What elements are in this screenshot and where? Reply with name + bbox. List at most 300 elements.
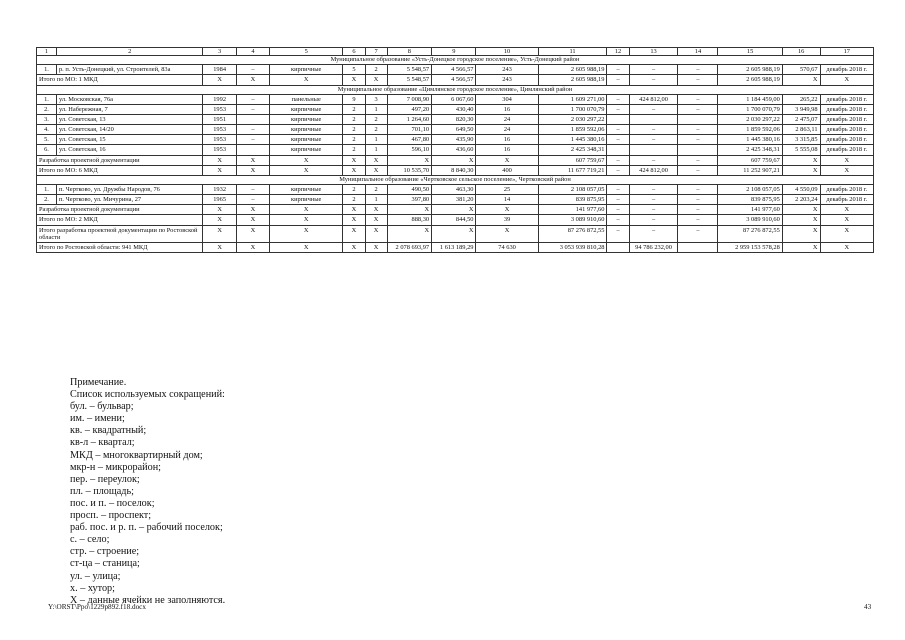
table-cell: 1. (37, 184, 57, 194)
table-cell: X (236, 155, 269, 165)
note-line: стр. – строение; (70, 546, 140, 558)
table-cell: – (629, 225, 678, 242)
table-cell: 1 859 592,06 (718, 125, 782, 135)
note-line: пер. – переулок; (70, 473, 140, 485)
table-cell: 11 677 719,21 (538, 165, 607, 175)
table-cell: 16 (476, 104, 538, 114)
table-cell: 430,40 (432, 104, 476, 114)
table-cell: 1 445 380,16 (538, 135, 607, 145)
table-cell: декабрь 2018 г. (820, 195, 873, 205)
table-cell: 24 (476, 125, 538, 135)
table-cell: 649,50 (432, 125, 476, 135)
table-cell: 3 315,85 (782, 135, 820, 145)
note-line: просп. – проспект; (70, 510, 152, 522)
table-cell: X (236, 75, 269, 85)
table-cell: X (476, 225, 538, 242)
table-cell: – (236, 125, 269, 135)
column-number-cell: 13 (629, 48, 678, 56)
table-cell: – (678, 75, 718, 85)
table-cell: X (236, 242, 269, 252)
table-cell: ул. Советская, 14/20 (56, 125, 203, 135)
table-cell: – (607, 94, 629, 104)
table-cell: – (629, 65, 678, 75)
column-number-cell: 17 (820, 48, 873, 56)
table-cell: 141 977,60 (538, 205, 607, 215)
table-cell: 1 859 592,06 (538, 125, 607, 135)
table-cell: 424 812,00 (629, 94, 678, 104)
table-cell: 243 (476, 75, 538, 85)
table-cell: – (678, 125, 718, 135)
table-cell: 2 (365, 184, 387, 194)
note-line: с. – село; (70, 534, 110, 546)
table-row (37, 114, 874, 124)
table-cell: – (236, 195, 269, 205)
table-cell: X (782, 242, 820, 252)
table-cell: ул. Набережная, 7 (56, 104, 203, 114)
table-cell: X (782, 215, 820, 225)
column-number-cell: 12 (607, 48, 629, 56)
table-cell: п. Чертково, ул. Дружбы Народов, 76 (56, 184, 203, 194)
table-cell: 3 949,98 (782, 104, 820, 114)
section-title: Муниципальное образование «Чертковское сельское поселение», Чертковский район (37, 175, 874, 184)
table-cell: X (203, 225, 236, 242)
table-cell: 2 (343, 114, 365, 124)
table-cell: 436,60 (432, 145, 476, 155)
table-cell: X (820, 215, 873, 225)
table-cell: 400 (476, 165, 538, 175)
table-cell: 1992 (203, 94, 236, 104)
table-cell: X (270, 155, 343, 165)
table-cell: 3 089 910,60 (718, 215, 782, 225)
table-cell: X (270, 225, 343, 242)
table-cell: 5 (343, 65, 365, 75)
table-cell: – (629, 135, 678, 145)
note-line: кв. – квадратный; (70, 425, 147, 437)
table-cell: 2. (37, 104, 57, 114)
table-cell: 2 078 693,97 (387, 242, 431, 252)
total-row (37, 205, 874, 215)
table-cell: – (678, 225, 718, 242)
table-cell: 74 630 (476, 242, 538, 252)
table-cell: 4. (37, 125, 57, 135)
table-cell: X (343, 225, 365, 242)
table-cell: 4 550,09 (782, 184, 820, 194)
note-line: МКД – многоквартирный дом; (70, 449, 203, 461)
table-cell: 2 030 297,22 (538, 114, 607, 124)
table-cell: – (236, 135, 269, 145)
table-cell: панельные (270, 94, 343, 104)
table-cell: кирпичные (270, 145, 343, 155)
table-cell: X (236, 165, 269, 175)
table-cell: – (629, 104, 678, 114)
note-line: бул. – бульвар; (70, 401, 134, 413)
section-title-row (37, 85, 874, 94)
table-cell: 6. (37, 145, 57, 155)
note-line: Примечание. (70, 377, 127, 388)
table-cell: кирпичные (270, 114, 343, 124)
table-cell: 1 700 070,79 (538, 104, 607, 114)
table-cell: 16 (476, 145, 538, 155)
table-cell: декабрь 2018 г. (820, 125, 873, 135)
table-cell: – (607, 104, 629, 114)
note-line: х. – хутор; (70, 582, 115, 594)
table-cell (607, 145, 629, 155)
table-cell: 2 605 988,19 (538, 65, 607, 75)
table-cell (236, 114, 269, 124)
table-cell: 2. (37, 195, 57, 205)
table-cell: – (629, 215, 678, 225)
table-cell: – (678, 184, 718, 194)
column-number-cell: 16 (782, 48, 820, 56)
table-cell: X (203, 75, 236, 85)
table-cell: X (476, 155, 538, 165)
table-cell: 1. (37, 65, 57, 75)
table-cell: 463,30 (432, 184, 476, 194)
total-label: Итого по МО: 2 МКД (37, 215, 203, 225)
note-line: раб. пос. и р. п. – рабочий поселок; (70, 522, 223, 534)
table-cell: X (432, 155, 476, 165)
table-cell: X (343, 155, 365, 165)
housing-register-table (36, 47, 874, 253)
table-cell: X (820, 205, 873, 215)
table-cell: – (607, 205, 629, 215)
table-cell: 2 425 348,31 (538, 145, 607, 155)
table-cell (607, 114, 629, 124)
table-cell: 2 (343, 195, 365, 205)
table-cell: ул. Советская, 15 (56, 135, 203, 145)
table-cell: 3 (365, 94, 387, 104)
table-cell: 2 863,11 (782, 125, 820, 135)
table-cell: декабрь 2018 г. (820, 65, 873, 75)
table-cell: X (236, 225, 269, 242)
table-cell: X (203, 165, 236, 175)
table-row (37, 184, 874, 194)
table-cell: X (270, 165, 343, 175)
table-cell: 265,22 (782, 94, 820, 104)
column-number-cell: 14 (678, 48, 718, 56)
table-cell: 4 566,57 (432, 75, 476, 85)
table-cell: 3 089 910,60 (538, 215, 607, 225)
table-cell: 1953 (203, 145, 236, 155)
table-cell: 2 (365, 114, 387, 124)
table-cell: – (678, 135, 718, 145)
table-cell: 2 030 297,22 (718, 114, 782, 124)
table-cell: X (203, 155, 236, 165)
table-cell: декабрь 2018 г. (820, 184, 873, 194)
table-cell: 2 108 057,05 (538, 184, 607, 194)
table-cell: 2 (343, 104, 365, 114)
table-cell: 888,30 (387, 215, 431, 225)
column-number-cell: 6 (343, 48, 365, 56)
table-cell: 2 425 348,31 (718, 145, 782, 155)
column-number-cell: 7 (365, 48, 387, 56)
page-number: 43 (864, 603, 872, 611)
table-cell: декабрь 2018 г. (820, 114, 873, 124)
table-cell: 5 548,57 (387, 65, 431, 75)
column-number-cell: 3 (203, 48, 236, 56)
table-cell: X (365, 205, 387, 215)
table-cell: 1 (365, 145, 387, 155)
table-cell (629, 145, 678, 155)
table-cell: 820,30 (432, 114, 476, 124)
table-cell: декабрь 2018 г. (820, 145, 873, 155)
table-cell: – (629, 125, 678, 135)
table-cell: 1984 (203, 65, 236, 75)
table-cell: – (236, 184, 269, 194)
table-cell: ул. Советская, 16 (56, 145, 203, 155)
total-row (37, 242, 874, 252)
table-cell: 2 (343, 184, 365, 194)
table-cell: – (629, 205, 678, 215)
table-cell: 1 184 459,00 (718, 94, 782, 104)
section-title: Муниципальное образование «Усть-Донецкое городское поселение», Усть-Донецкий район (37, 56, 874, 65)
table-cell: X (270, 205, 343, 215)
column-number-cell: 2 (56, 48, 203, 56)
table-cell: 839 875,95 (718, 195, 782, 205)
table-cell: X (782, 155, 820, 165)
table-cell: 839 875,95 (538, 195, 607, 205)
table-cell: 3. (37, 114, 57, 124)
table-cell: 25 (476, 184, 538, 194)
table-cell: 1 264,60 (387, 114, 431, 124)
table-cell: 2 (343, 135, 365, 145)
table-cell: 2 (343, 125, 365, 135)
table-cell: X (365, 215, 387, 225)
table-cell: X (820, 155, 873, 165)
total-label: Итого по МО: 1 МКД (37, 75, 203, 85)
table-cell: 9 (343, 94, 365, 104)
table-cell: 424 812,00 (629, 165, 678, 175)
table-cell: 24 (476, 114, 538, 124)
table-cell: 2 605 988,19 (718, 65, 782, 75)
column-number-cell: 15 (718, 48, 782, 56)
table-cell: 490,50 (387, 184, 431, 194)
table-cell: 6 067,60 (432, 94, 476, 104)
total-label: Разработка проектной документации (37, 155, 203, 165)
table-cell: X (476, 205, 538, 215)
table-cell: – (607, 215, 629, 225)
table-cell: X (270, 215, 343, 225)
table-cell: 2 (365, 65, 387, 75)
table-cell: X (343, 242, 365, 252)
table-cell: X (432, 225, 476, 242)
total-row (37, 75, 874, 85)
table-cell: 2 (365, 125, 387, 135)
table-cell: 1953 (203, 125, 236, 135)
note-line: ул. – улица; (70, 570, 121, 582)
table-cell: – (607, 165, 629, 175)
table-cell: 1 613 189,29 (432, 242, 476, 252)
table-cell: кирпичные (270, 135, 343, 145)
table-cell: 1 (365, 104, 387, 114)
table-cell: 2 203,24 (782, 195, 820, 205)
table-cell: 397,80 (387, 195, 431, 205)
table-cell: X (270, 242, 343, 252)
table-cell: 596,10 (387, 145, 431, 155)
total-label: Разработка проектной документации (37, 205, 203, 215)
table-cell: – (678, 195, 718, 205)
column-number-cell: 1 (37, 48, 57, 56)
total-row (37, 165, 874, 175)
note-line: мкр-н – микрорайон; (70, 461, 162, 473)
table-cell: 2 605 988,19 (718, 75, 782, 85)
table-cell: – (607, 195, 629, 205)
table-cell: 1 445 380,16 (718, 135, 782, 145)
table-row (37, 65, 874, 75)
table-row (37, 195, 874, 205)
table-cell: X (236, 215, 269, 225)
table-cell: 1953 (203, 135, 236, 145)
table-cell: X (365, 242, 387, 252)
table-cell (678, 242, 718, 252)
column-number-cell: 5 (270, 48, 343, 56)
table-cell: – (629, 155, 678, 165)
table-cell: – (678, 205, 718, 215)
table-cell: 381,20 (432, 195, 476, 205)
table-cell: X (387, 155, 431, 165)
section-title-row (37, 175, 874, 184)
table-cell: – (678, 155, 718, 165)
table-cell: 1. (37, 94, 57, 104)
table-cell: – (629, 184, 678, 194)
table-cell: X (820, 242, 873, 252)
table-cell: X (782, 75, 820, 85)
table-cell: – (607, 225, 629, 242)
table-cell: 2 108 057,05 (718, 184, 782, 194)
table-cell: 5 548,57 (387, 75, 431, 85)
table-cell: 87 276 872,55 (538, 225, 607, 242)
table-cell: кирпичные (270, 125, 343, 135)
table-cell: 7 008,90 (387, 94, 431, 104)
table-cell: X (343, 215, 365, 225)
table-cell: 1 (365, 135, 387, 145)
table-cell: – (629, 195, 678, 205)
table-cell: 5 555,08 (782, 145, 820, 155)
table-cell: 1 609 271,00 (538, 94, 607, 104)
table-cell: X (343, 75, 365, 85)
table-cell: 701,10 (387, 125, 431, 135)
table-cell: X (782, 165, 820, 175)
note-line: X – данные ячейки не заполняются. (70, 594, 226, 606)
table-cell: X (387, 205, 431, 215)
table-cell: р. п. Усть-Донецкий, ул. Строителей, 83а (56, 65, 203, 75)
table-cell: кирпичные (270, 195, 343, 205)
total-label: Итого разработка проектной документации по Ростовской области (37, 225, 203, 242)
table-cell (607, 242, 629, 252)
table-cell: X (782, 225, 820, 242)
total-label: Итого по Ростовской области: 941 МКД (37, 242, 203, 252)
notes-block (70, 377, 225, 607)
table-cell: – (607, 75, 629, 85)
table-cell: 1953 (203, 104, 236, 114)
table-cell: X (365, 75, 387, 85)
table-cell: X (820, 165, 873, 175)
table-cell: 1932 (203, 184, 236, 194)
table-cell: – (678, 94, 718, 104)
table-cell: кирпичные (270, 65, 343, 75)
table-cell: 8 840,30 (432, 165, 476, 175)
note-line: пос. и п. – поселок; (70, 497, 155, 509)
table-cell: X (203, 215, 236, 225)
note-line: Список используемых сокращений: (70, 389, 225, 401)
table-cell: 1 700 070,79 (718, 104, 782, 114)
table-row (37, 125, 874, 135)
table-cell: кирпичные (270, 184, 343, 194)
table-cell: – (607, 65, 629, 75)
table-cell: – (678, 215, 718, 225)
table-cell: 87 276 872,55 (718, 225, 782, 242)
column-number-cell: 8 (387, 48, 431, 56)
table-cell: 14 (476, 195, 538, 205)
column-number-cell: 10 (476, 48, 538, 56)
table-cell: X (365, 155, 387, 165)
table-cell (678, 114, 718, 124)
table-cell: декабрь 2018 г. (820, 94, 873, 104)
table-cell: – (607, 155, 629, 165)
table-cell: 607 759,67 (538, 155, 607, 165)
table-cell: – (607, 125, 629, 135)
table-cell: 1951 (203, 114, 236, 124)
table-cell: 2 (343, 145, 365, 155)
table-cell: – (236, 94, 269, 104)
table-cell (678, 145, 718, 155)
section-title-row (37, 56, 874, 65)
table-cell: 607 759,67 (718, 155, 782, 165)
table-cell: декабрь 2018 г. (820, 135, 873, 145)
total-row (37, 225, 874, 242)
table-cell: 497,20 (387, 104, 431, 114)
table-cell: 141 977,60 (718, 205, 782, 215)
note-line: ст-ца – станица; (70, 558, 140, 570)
table-cell: – (629, 75, 678, 85)
table-cell: – (678, 165, 718, 175)
table-cell: 94 786 232,00 (629, 242, 678, 252)
table-cell: 2 605 988,19 (538, 75, 607, 85)
section-title: Муниципальное образование «Цимлянское городское поселение», Цимлянский район (37, 85, 874, 94)
table-cell: – (678, 104, 718, 114)
note-line: пл. – площадь; (70, 485, 134, 497)
table-cell: X (270, 75, 343, 85)
table-cell: декабрь 2018 г. (820, 104, 873, 114)
total-row (37, 155, 874, 165)
table-cell: X (365, 165, 387, 175)
table-cell: X (432, 205, 476, 215)
total-row (37, 215, 874, 225)
table-cell: – (607, 135, 629, 145)
table-cell: – (607, 184, 629, 194)
table-cell: п. Чертково, ул. Мичурина, 27 (56, 195, 203, 205)
table-row (37, 104, 874, 114)
table-cell: X (236, 205, 269, 215)
table-cell: X (203, 205, 236, 215)
table-cell: X (343, 165, 365, 175)
table-cell (629, 114, 678, 124)
table-cell: 11 252 907,21 (718, 165, 782, 175)
table-cell: 570,67 (782, 65, 820, 75)
table-cell: 39 (476, 215, 538, 225)
table-cell: ул. Советская, 13 (56, 114, 203, 124)
table-cell: X (343, 205, 365, 215)
table-cell: 4 566,57 (432, 65, 476, 75)
table-cell: ул. Московская, 76а (56, 94, 203, 104)
table-row (37, 135, 874, 145)
table-cell (236, 145, 269, 155)
column-number-cell: 4 (236, 48, 269, 56)
table-cell: кирпичные (270, 104, 343, 114)
table-cell: – (236, 65, 269, 75)
table-cell: 1 (365, 195, 387, 205)
table-cell: X (820, 75, 873, 85)
